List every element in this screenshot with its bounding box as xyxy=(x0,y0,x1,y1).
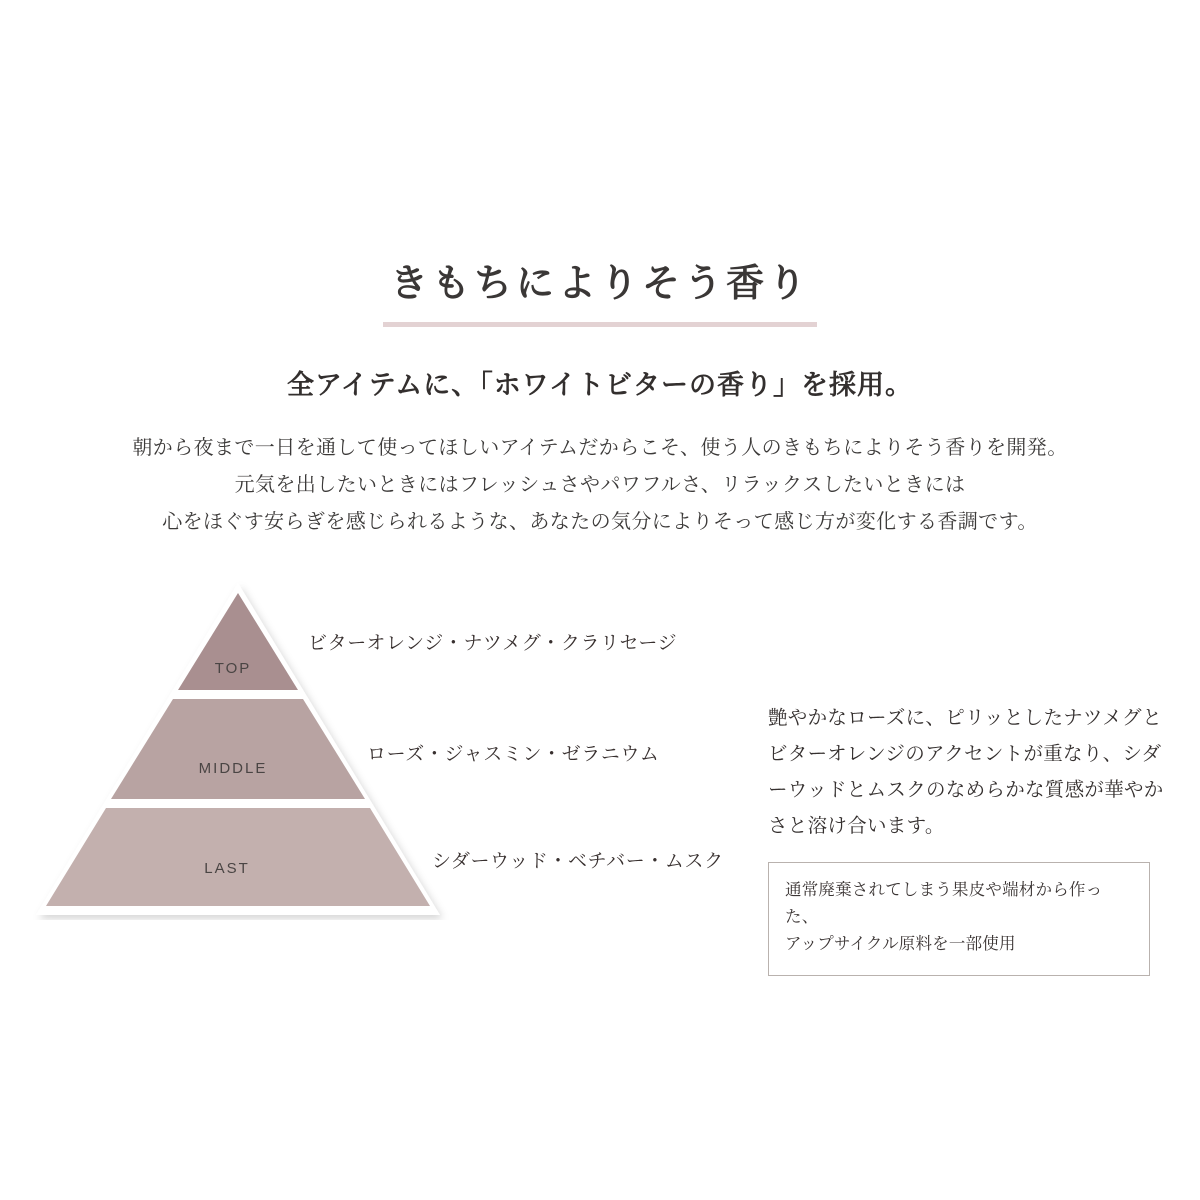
pyramid-notes-last: シダーウッド・ベチバー・ムスク xyxy=(432,851,724,872)
upcycle-callout xyxy=(768,862,1150,976)
pyramid-label-last: LAST xyxy=(204,860,250,877)
upcycle-callout-line-2: アップサイクル原料を一部使用 xyxy=(785,935,1016,954)
subheading: 全アイテムに、「ホワイトビターの香り」を採用。 xyxy=(287,370,913,400)
lead-line-1: 朝から夜まで一日を通して使ってほしいアイテムだからこそ、使う人のきもちによりそう香りを開発。 xyxy=(132,437,1068,459)
pyramid-notes-top: ビターオレンジ・ナツメグ・クラリセージ xyxy=(308,633,678,654)
pyramid-label-middle: MIDDLE xyxy=(198,760,268,777)
lead-text xyxy=(60,430,1140,541)
scent-description-text: 艶やかなローズに、ピリッとしたナツメグとビターオレンジのアクセントが重なり、シダーウッドとムスクのなめらかな質感が華やかさと溶け合います。 xyxy=(768,707,1164,838)
lead-line-3: 心をほぐす安らぎを感じられるような、あなたの気分によりそって感じ方が変化する香調です。 xyxy=(162,511,1038,533)
lead-line-2: 元気を出したいときにはフレッシュさやパワフルさ、リラックスしたいときには xyxy=(234,474,966,496)
heading-block xyxy=(0,262,1200,327)
upcycle-callout-line-1: 通常廃棄されてしまう果皮や端材から作った、 xyxy=(785,881,1103,927)
pyramid-tier-middle xyxy=(111,699,365,799)
page-title: きもちによりそう香り xyxy=(389,263,810,305)
scent-description xyxy=(768,700,1168,844)
pyramid-label-top: TOP xyxy=(214,660,252,677)
pyramid-tier-last xyxy=(46,808,430,906)
title-underline xyxy=(383,322,817,327)
pyramid-notes-middle: ローズ・ジャスミン・ゼラニウム xyxy=(367,744,660,765)
